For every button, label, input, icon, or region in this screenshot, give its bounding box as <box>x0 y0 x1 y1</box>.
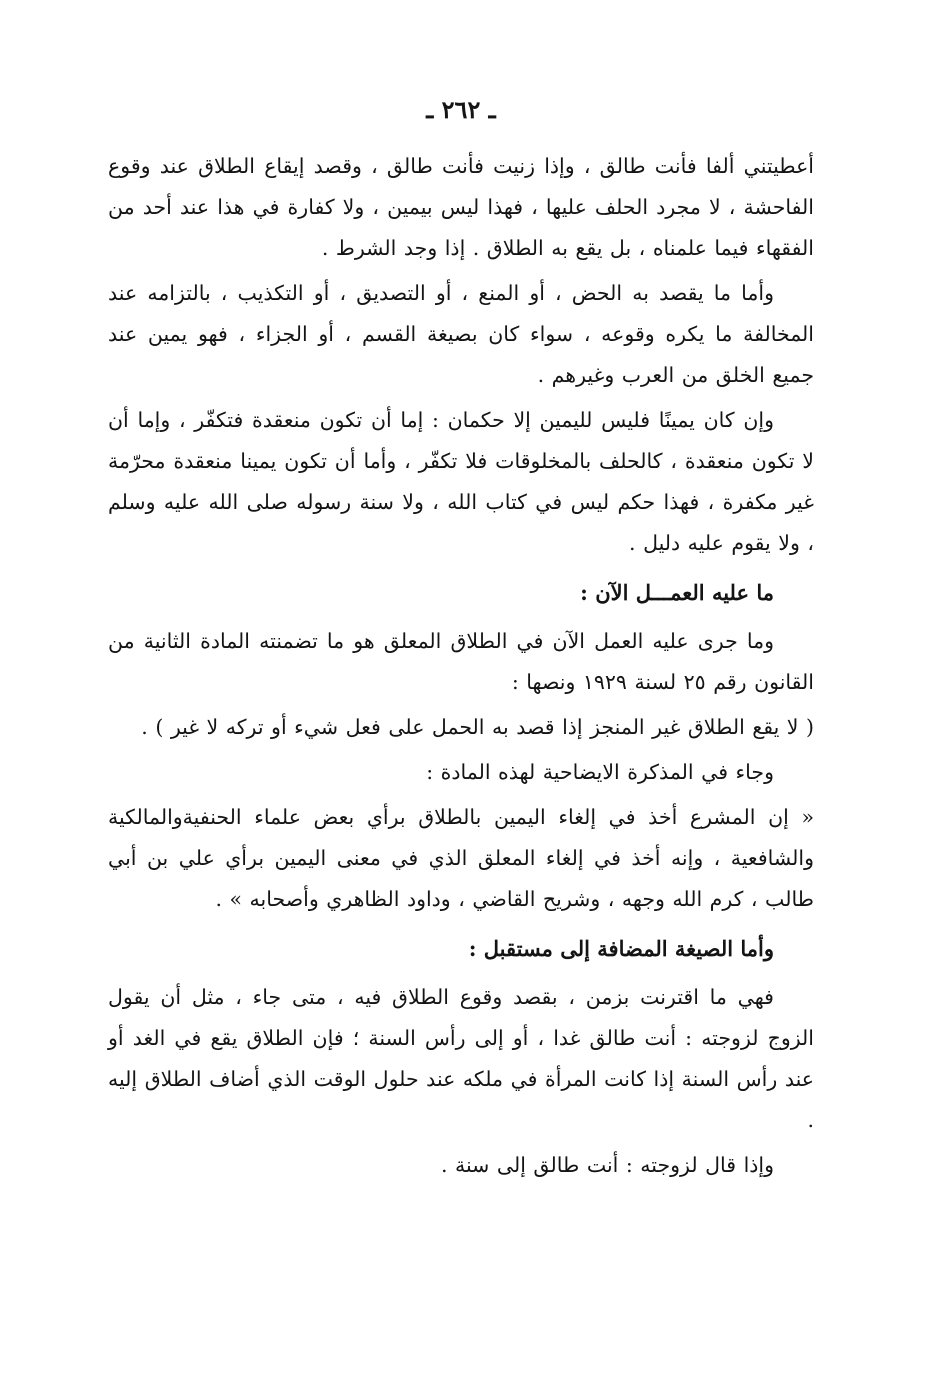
paragraph-4: وما جرى عليه العمل الآن في الطلاق المعلق هو ما تضمنته المادة الثانية من القانون رقم ٢٥ لسنة ١٩٢٩ ونصها : <box>108 629 814 694</box>
section-heading-current-practice: ما عليه العمـــل الآن : <box>580 580 774 605</box>
paragraph-9: وإذا قال لزوجته : أنت طالق إلى سنة . <box>440 1153 774 1177</box>
paragraph-1: أعطيتني ألفا فأنت طالق ، وإذا زنيت فأنت طالق ، وقصد إيقاع الطلاق عند وقوع الفاحشة ، لا مجرد الحلف عليها ، فهذا ليس بيمين ، ولا كفارة في هذا عند أحد من الفقهاء فيما علمناه ، بل يقع به الطلاق . إذا وجد الشرط . <box>108 154 814 260</box>
paragraph-8: فهي ما اقترنت بزمن ، بقصد وقوع الطلاق فيه ، متى جاء ، مثل أن يقول الزوج لزوجته : أنت طالق غدا ، أو إلى رأس السنة ؛ فإن الطلاق يقع في الغد أو عند رأس السنة إذا كانت المرأة في ملكه عند حلول الوقت الذي أضاف الطلاق إليه . <box>108 985 814 1132</box>
paragraph-7-quote: « إن المشرع أخذ في إلغاء اليمين بالطلاق برأي بعض علماء الحنفيةوالمالكية والشافعية ، وإنه أخذ في إلغاء المعلق الذي في معنى اليمين برأي علي بن أبي طالب ، كرم الله وجهه ، وشريح القاضي ، وداود الظاهري وأصحابه » . <box>108 805 814 911</box>
paragraph-2: وأما ما يقصد به الحض ، أو المنع ، أو التصديق ، أو التكذيب ، بالتزامه عند المخالفة ما يكره وقوعه ، سواء كان بصيغة القسم ، أو الجزاء ، فهو يمين عند جميع الخلق من العرب وغيرهم . <box>108 281 814 387</box>
page-number: ـ ٢٦٢ ـ <box>426 95 496 124</box>
paragraph-5-quote: ( لا يقع الطلاق غير المنجز إذا قصد به الحمل على فعل شيء أو تركه لا غير ) . <box>141 715 814 739</box>
document-page <box>108 90 814 1370</box>
paragraph-3: وإن كان يمينًا فليس لليمين إلا حكمان : إما أن تكون منعقدة فتكفّر ، وإما أن لا تكون منعقدة ، كالحلف بالمخلوقات فلا تكفّر ، وأما أن تكون يمينا منعقدة محرّمة غير مكفرة ، فهذا حكم ليس في كتاب الله ، ولا سنة رسوله صلى الله عليه وسلم ، ولا يقوم عليه دليل . <box>108 408 814 555</box>
paragraph-6: وجاء في المذكرة الايضاحية لهذه المادة : <box>426 760 774 784</box>
section-heading-future-formula: وأما الصيغة المضافة إلى مستقبل : <box>468 936 774 961</box>
